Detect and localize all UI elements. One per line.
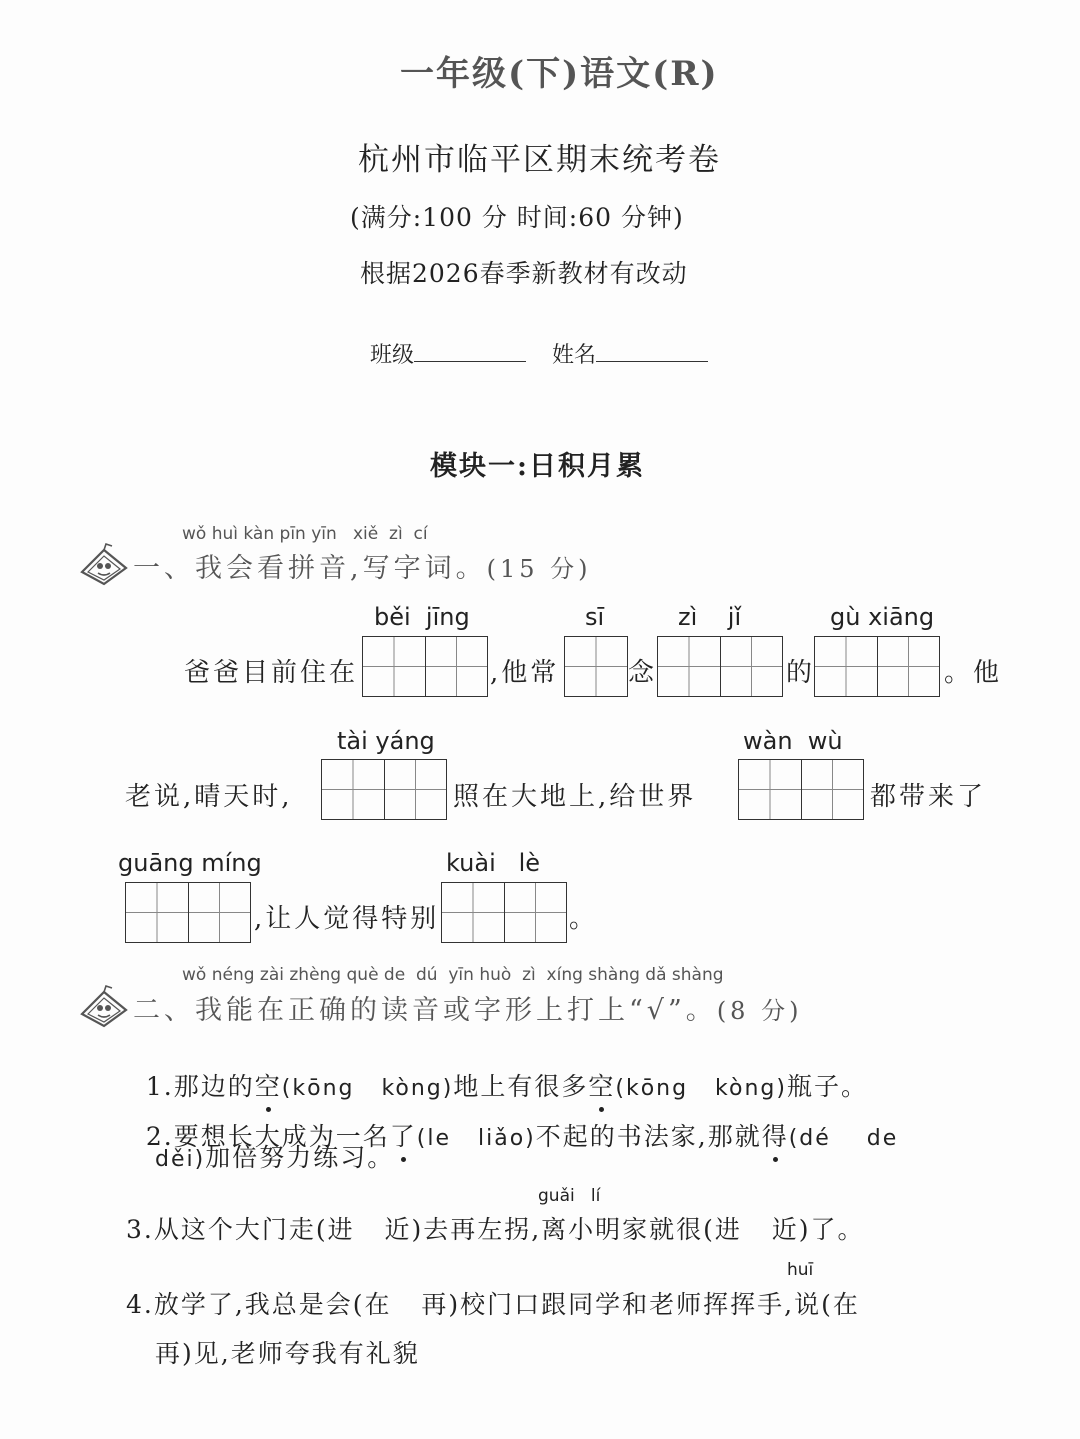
q1-options-1[interactable]: (kōng kòng) xyxy=(281,1076,454,1101)
line3-text-2: 。 xyxy=(569,904,599,934)
line1-text-2: ,他常 xyxy=(490,658,560,688)
q1-options-2[interactable]: (kōng kòng) xyxy=(615,1076,787,1101)
answer-box-guxiang[interactable] xyxy=(814,636,940,697)
section1-pinyin: wǒ huì kàn pīn yīn xiě zì cí xyxy=(182,524,428,544)
student-fields xyxy=(370,338,734,369)
line2-pinyin-2: wàn wù xyxy=(743,727,843,755)
q2-options-2[interactable]: (dé de xyxy=(788,1126,899,1151)
line3-pinyin-2: kuài lè xyxy=(446,849,541,877)
line3-text-1: ,让人觉得特别 xyxy=(254,904,440,934)
section2-pinyin: wǒ néng zài zhèng què de dú yīn huò zì xíng shàng dǎ shàng xyxy=(182,965,724,985)
question-3: 3.从这个大门走(进 近)去再左拐,离小明家就很(进 近)了。 xyxy=(126,1215,865,1244)
line1-pinyin-4: gù xiāng xyxy=(830,603,935,631)
answer-box-guangming[interactable] xyxy=(125,882,251,943)
grade-title: 一年级(下)语文(R) xyxy=(400,54,719,94)
question-1: 1.那边的空(kōng kòng)地上有很多空(kōng kòng)瓶子。 xyxy=(126,1038,868,1103)
q2-options-1[interactable]: (le liǎo) xyxy=(416,1126,536,1151)
line1-pinyin-3: zì jǐ xyxy=(678,603,742,631)
line2-text-1: 老说,晴天时, xyxy=(125,782,293,812)
line1-pinyin-2: sī xyxy=(585,603,605,631)
name-label: 姓名 xyxy=(552,343,597,368)
q3-hint-pinyin: guǎi lí xyxy=(538,1186,601,1206)
section1-title: 一、我会看拼音,写字词。(15 分) xyxy=(133,553,592,584)
cartoon-book-icon xyxy=(76,984,130,1030)
line3-pinyin-1: guāng míng xyxy=(118,849,262,877)
answer-box-taiyang[interactable] xyxy=(321,759,447,820)
module-title: 模块一:日积月累 xyxy=(430,451,645,482)
line1-pinyin-1: běi jīng xyxy=(374,603,470,631)
question-2: 2.要想长大成为一名了(le liǎo)不起的书法家,那就得(dé de xyxy=(126,1088,898,1153)
class-label: 班级 xyxy=(370,343,415,368)
q4-hint-pinyin: huī xyxy=(787,1260,814,1280)
class-blank[interactable] xyxy=(414,341,526,362)
question-4: 4.放学了,我总是会(在 再)校门口跟同学和老师挥挥手,说(在 xyxy=(126,1290,860,1319)
answer-box-wanwu[interactable] xyxy=(738,759,864,820)
question-2-cont: děi)加倍努力练习。 xyxy=(155,1143,395,1172)
cartoon-book-icon xyxy=(76,542,130,588)
answer-box-ziji[interactable] xyxy=(657,636,783,697)
exam-note: 根据2026春季新教材有改动 xyxy=(360,259,688,288)
line1-text-5: 。他 xyxy=(944,658,1003,688)
line2-text-3: 都带来了 xyxy=(870,782,987,812)
line1-text-1: 爸爸目前住在 xyxy=(184,658,359,688)
exam-title: 杭州市临平区期末统考卷 xyxy=(358,142,721,178)
line1-text-4: 的 xyxy=(786,658,816,688)
answer-box-kuaile[interactable] xyxy=(441,882,567,943)
name-blank[interactable] xyxy=(596,341,708,362)
line2-text-2: 照在大地上,给世界 xyxy=(453,782,697,812)
exam-meta: (满分:100 分 时间:60 分钟) xyxy=(350,203,684,232)
section2-title: 二、我能在正确的读音或字形上打上“√”。(8 分) xyxy=(133,995,803,1026)
answer-box-si[interactable] xyxy=(564,636,628,697)
line1-text-3: 念 xyxy=(628,658,658,688)
line2-pinyin-1: tài yáng xyxy=(337,727,435,755)
question-4-cont: 再)见,老师夸我有礼貌 xyxy=(155,1339,420,1368)
answer-box-beijing[interactable] xyxy=(362,636,488,697)
